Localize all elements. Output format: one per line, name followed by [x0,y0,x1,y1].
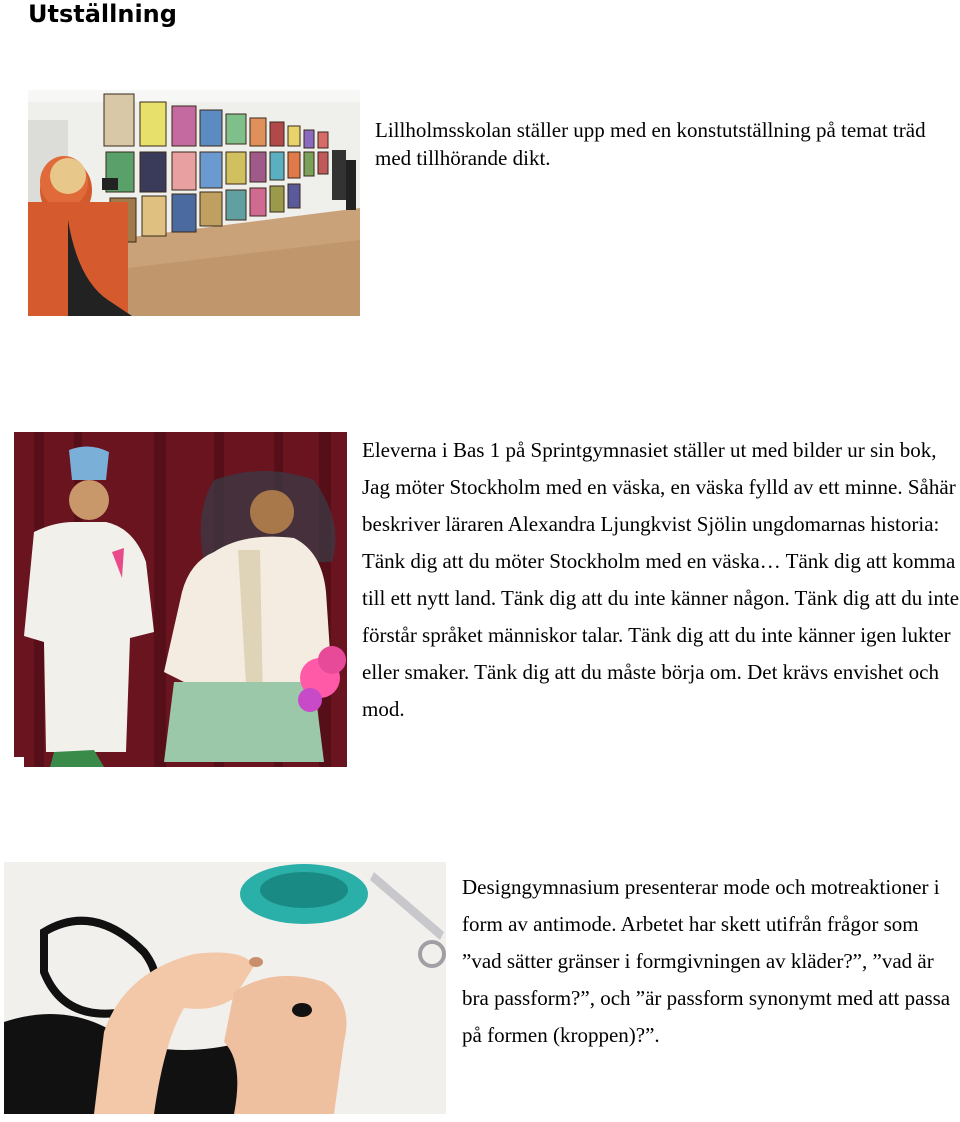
section-text-designgymnasium: Designgymnasium presenterar mode och motreaktioner i form av antimode. Arbetet har skett utifrån frågor som ”vad sätter gränser i formgivningen av kläder?”, ”vad är bra passform?”, och ”är passform synonymt med att passa på formen (kroppen)?”. [462,875,951,1047]
page-title: Utställning [28,0,177,28]
costume-students-photo [14,432,347,767]
exhibition-photo [28,90,360,316]
section-text-sprintgymnasiet: Eleverna i Bas 1 på Sprintgymnasiet ställer ut med bilder ur sin bok, Jag möter Stockholm med en väska, en väska fylld av ett minne. Såhär beskriver läraren Alexandra Ljungkvist Sjölin ungdomarnas historia: Tänk dig att du möter Stockholm med en väska… Tänk dig att komma till ett nytt land. Tänk dig att du inte känner någon. Tänk dig att du inte förstår språket människor talar. Tänk dig att du inte känner igen lukter eller smaker. Tänk dig att du måste börja om. Det krävs envishet och mod. [362,438,960,721]
section-text-lillholmsskolan: Lillholmsskolan ställer upp med en konstutställning på temat träd med tillhörande dikt. [375,118,926,170]
sewing-photo [4,862,446,1114]
